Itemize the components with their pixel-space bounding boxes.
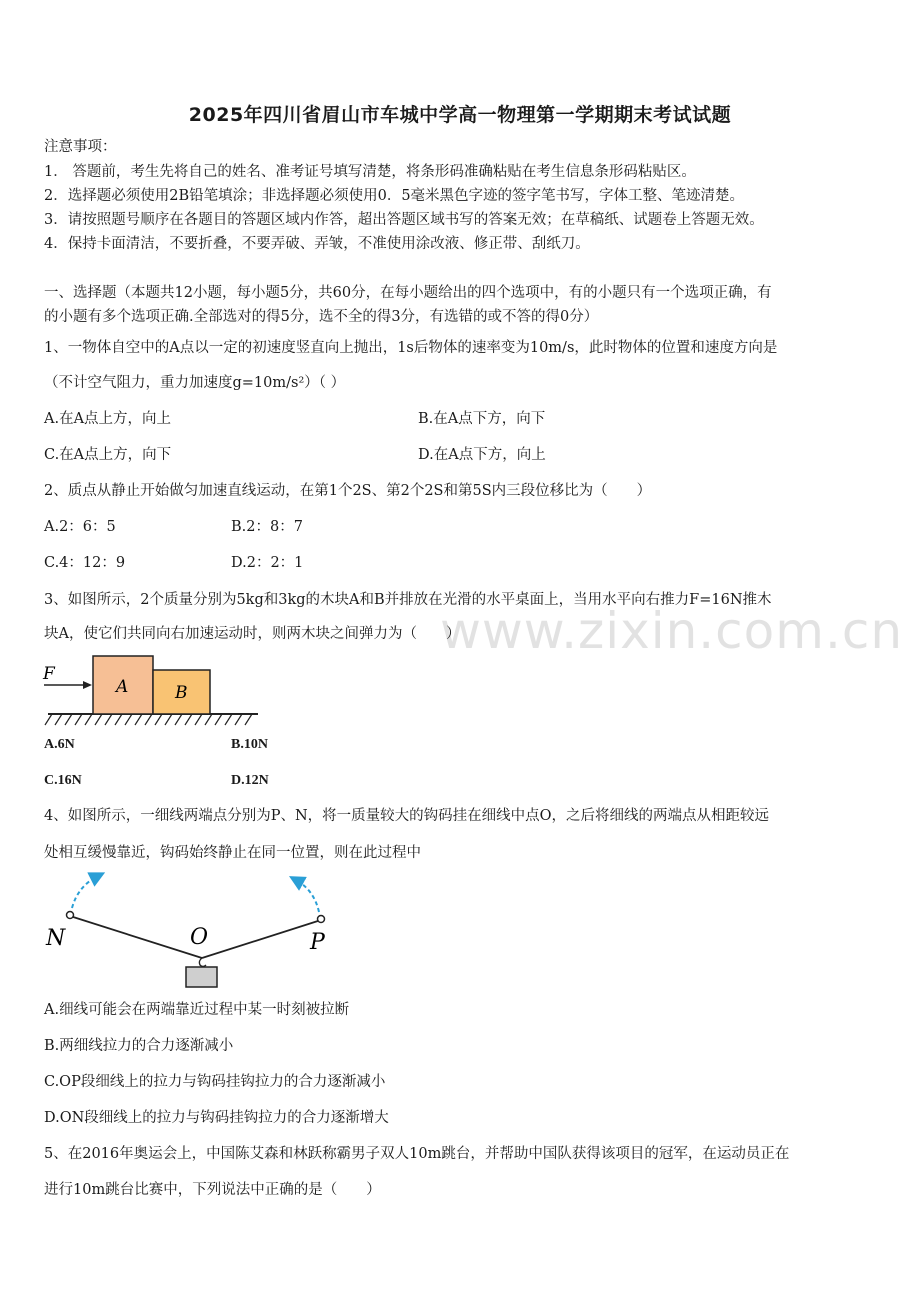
question-2-stem: 2、质点从静止开始做匀加速直线运动，在第1个2S、第2个2S和第5S内三段位移比为（ ） (44, 483, 652, 499)
q2-option-b: B.2：8：7 (231, 519, 303, 535)
hook (199, 958, 206, 967)
string-n-o (70, 916, 202, 958)
point-n (67, 912, 74, 919)
q3-option-a: A.6N (44, 737, 75, 752)
q1-option-a: A.在A点上方，向上 (44, 411, 172, 427)
arrow-up-left (72, 876, 98, 908)
q3-option-b: B.10N (231, 737, 268, 752)
question-4-stem: 4、如图所示，一细线两端点分别为P、N，将一质量较大的钩码挂在细线中点O，之后将细线的两端点从相距较远 (44, 808, 770, 824)
question-3-stem-cont: 块A，使它们共同向右加速运动时，则两木块之间弹力为（ ） (44, 626, 461, 642)
q3-figure (40, 648, 265, 730)
q2-option-d: D.2：2：1 (231, 555, 304, 571)
label-p: P (310, 930, 325, 955)
question-5-stem: 5、在2016年奥运会上，中国陈艾森和林跃称霸男子双人10m跳台，并帮助中国队获得该项目的冠军，在运动员正在 (44, 1146, 790, 1162)
question-4-stem-cont: 处相互缓慢靠近，钩码始终静止在同一位置，则在此过程中 (44, 845, 421, 861)
question-1-stem: 1、一物体自空中的A点以一定的初速度竖直向上抛出，1s后物体的速率变为10m/s，此时物体的位置和速度方向是 (44, 340, 778, 356)
q4-option-d: D.ON段细线上的拉力与钩码挂钩拉力的合力逐渐增大 (44, 1110, 389, 1126)
q4-option-b: B.两细线拉力的合力逐渐减小 (44, 1038, 234, 1054)
question-3-stem: 3、如图所示，2个质量分别为5kg和3kg的木块A和B并排放在光滑的水平桌面上，当用水平向右推力F=16N推木 (44, 592, 772, 608)
q4-option-a: A.细线可能会在两端靠近过程中某一时刻被拉断 (44, 1002, 350, 1018)
q1-option-b: B.在A点下方，向下 (418, 411, 546, 427)
watermark: www.zixin.com.cn (440, 602, 904, 660)
q1-option-d: D.在A点下方，向上 (418, 447, 546, 463)
label-o: O (190, 925, 209, 950)
force-arrowhead (83, 681, 92, 689)
q1-option-c: C.在A点上方，向下 (44, 447, 172, 463)
section-heading-cont: 的小题有多个选项正确.全部选对的得5分，选不全的得3分，有选错的或不答的得0分） (44, 309, 599, 325)
force-label: F (43, 664, 55, 684)
block-a-label: A (116, 677, 129, 697)
q4-figure (40, 868, 340, 994)
string-o-p (202, 920, 321, 958)
notice-heading: 注意事项： (44, 139, 117, 155)
section-heading: 一、选择题（本题共12小题，每小题5分，共60分，在每小题给出的四个选项中，有的小题只有一个选项正确，有 (44, 285, 772, 301)
notice-item: 4．保持卡面清洁，不要折叠，不要弄破、弄皱，不准使用涂改液、修正带、刮纸刀。 (44, 236, 590, 252)
question-1-stem-cont: （不计空气阻力，重力加速度g=10m/s²）（ ） (44, 375, 346, 391)
notice-item: 3．请按照题号顺序在各题目的答题区域内作答，超出答题区域书写的答案无效；在草稿纸、试题卷上答题无效。 (44, 212, 764, 228)
point-p (318, 916, 325, 923)
question-5-stem-cont: 进行10m跳台比赛中，下列说法中正确的是（ ） (44, 1182, 381, 1198)
q2-option-a: A.2：6：5 (44, 519, 116, 535)
weight (186, 967, 217, 987)
q2-option-c: C.4：12：9 (44, 555, 126, 571)
page-title: 2025年四川省眉山市车城中学高一物理第一学期期末考试试题 (188, 104, 732, 126)
label-n: N (46, 926, 66, 951)
notice-item: 2．选择题必须使用2B铅笔填涂；非选择题必须使用0．5毫米黑色字迹的签字笔书写，字体工整、笔迹清楚。 (44, 188, 745, 204)
block-b-label: B (175, 683, 188, 703)
notice-item: 1． 答题前，考生先将自己的姓名、准考证号填写清楚，将条形码准确粘贴在考生信息条形码粘贴区。 (44, 164, 696, 180)
ground-hatch (45, 714, 252, 725)
q3-option-d: D.12N (231, 773, 269, 788)
q4-option-c: C.OP段细线上的拉力与钩码挂钩拉力的合力逐渐减小 (44, 1074, 386, 1090)
arrow-up-right (296, 880, 319, 912)
q3-option-c: C.16N (44, 773, 82, 788)
